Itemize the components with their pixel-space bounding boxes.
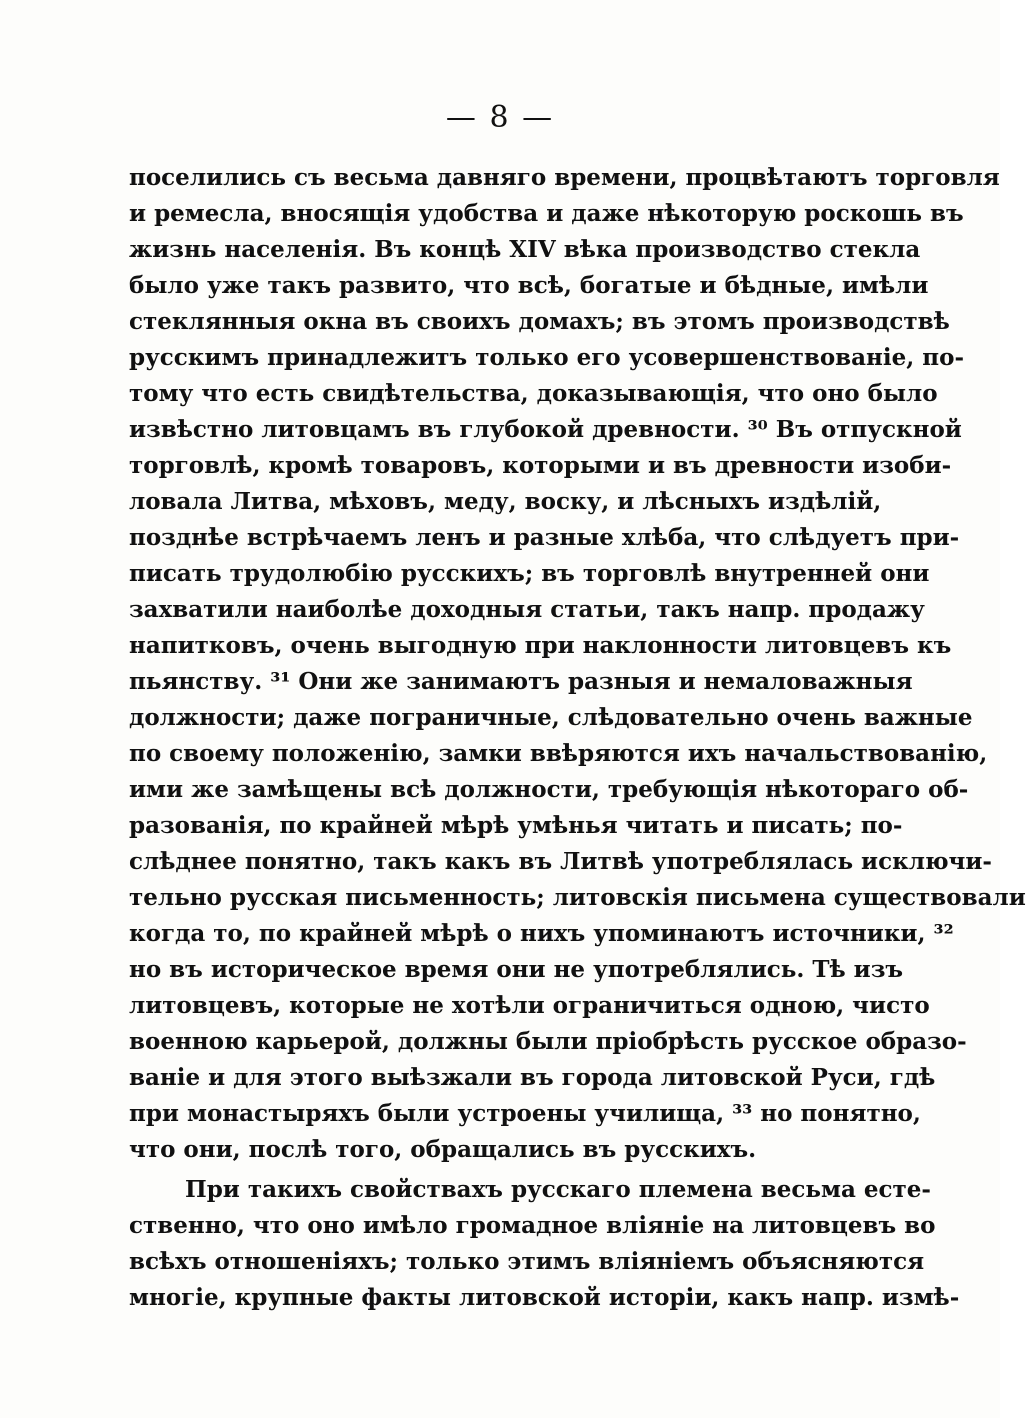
text-line: при монастыряхъ были устроены училища, ³³ но понятно, (129, 1100, 921, 1127)
text-line: русскимъ принадлежитъ только его усовершенствованіе, по- (129, 344, 964, 371)
text-line: писать трудолюбію русскихъ; въ торговлѣ внутренней они (129, 560, 930, 587)
text-line: должности; даже пограничные, слѣдовательно очень важные (129, 704, 973, 731)
text-line: разованія, по крайней мѣрѣ умѣнья читать и писать; по- (129, 812, 903, 839)
text-line: военною карьерой, должны были пріобрѣсть русское образо- (129, 1028, 967, 1055)
text-line: когда то, по крайней мѣрѣ о нихъ упоминаютъ источники, ³² (129, 920, 954, 947)
text-line: торговлѣ, кромѣ товаровъ, которыми и въ древности изоби- (129, 452, 952, 479)
text-line: но въ историческое время они не употреблялись. Тѣ изъ (129, 956, 904, 983)
paragraph-2 (129, 1172, 960, 1316)
text-line: ственно, что оно имѣло громадное вліяніе на литовцевъ во (129, 1212, 936, 1239)
page-number: — 8 — (445, 100, 555, 135)
text-line: извѣстно литовцамъ въ глубокой древности. ³⁰ Въ отпускной (129, 416, 962, 443)
text-line: тельно русская письменность; литовскія письмена существовали (129, 884, 1026, 911)
text-line: ими же замѣщены всѣ должности, требующія нѣкотораго об- (129, 776, 969, 803)
text-line: многіе, крупные факты литовской исторіи, какъ напр. измѣ- (129, 1284, 960, 1311)
text-line: ловала Литва, мѣховъ, меду, воску, и лѣсныхъ издѣлій, (129, 488, 882, 515)
text-line: слѣднее понятно, такъ какъ въ Литвѣ употреблялась исключи- (129, 848, 992, 875)
paragraph-1 (129, 160, 1026, 1168)
text-line: было уже такъ развито, что всѣ, богатые и бѣдные, имѣли (129, 272, 929, 299)
text-line: литовцевъ, которые не хотѣли ограничиться одною, чисто (129, 992, 930, 1019)
text-line: позднѣе встрѣчаемъ ленъ и разные хлѣба, что слѣдуетъ при- (129, 524, 960, 551)
text-line: жизнь населенія. Въ концѣ XIV вѣка производство стекла (129, 236, 921, 263)
text-line: что они, послѣ того, обращались въ русскихъ. (129, 1136, 757, 1163)
text-line: поселились съ весьма давняго времени, процвѣтаютъ торговля (129, 164, 1000, 191)
text-line: напитковъ, очень выгодную при наклонности литовцевъ къ (129, 632, 952, 659)
text-line: При такихъ свойствахъ русскаго племена весьма есте- (185, 1176, 931, 1203)
text-line: и ремесла, вносящія удобства и даже нѣкоторую роскошь въ (129, 200, 964, 227)
text-line: стеклянныя окна въ своихъ домахъ; въ этомъ производствѣ (129, 308, 950, 335)
text-line: пьянству. ³¹ Они же занимаютъ разныя и немаловажныя (129, 668, 913, 695)
text-line: захватили наиболѣе доходныя статьи, такъ напр. продажу (129, 596, 925, 623)
text-line: ваніе и для этого выѣзжали въ города литовской Руси, гдѣ (129, 1064, 936, 1091)
text-line: всѣхъ отношеніяхъ; только этимъ вліяніемъ объясняются (129, 1248, 925, 1275)
text-line: тому что есть свидѣтельства, доказывающія, что оно было (129, 380, 938, 407)
text-line: по своему положенію, замки ввѣряются ихъ начальствованію, (129, 740, 988, 767)
